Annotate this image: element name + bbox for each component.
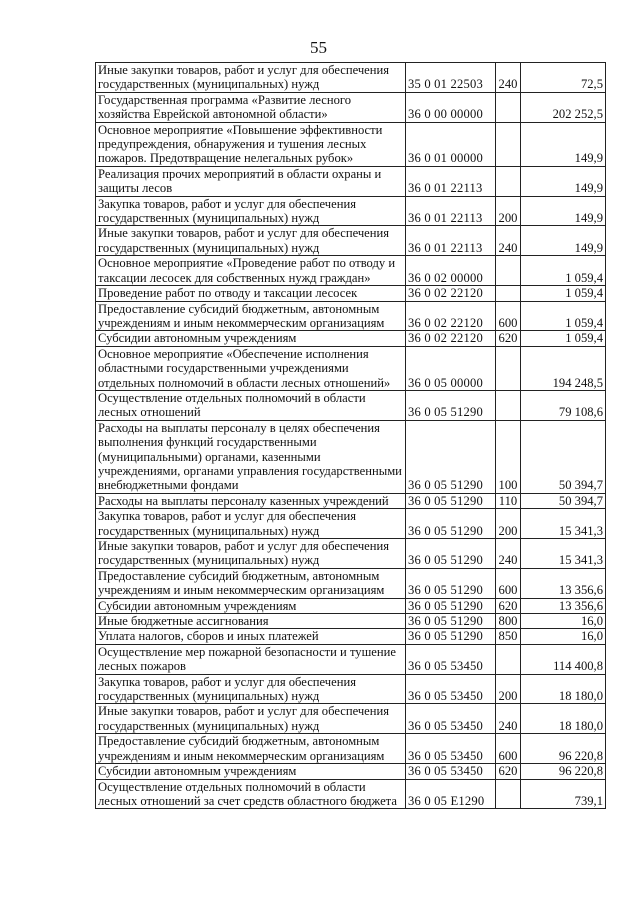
target-code-cell: 36 0 01 22113 [406, 196, 496, 226]
expense-type-cell [496, 390, 521, 420]
expense-name-cell: Государственная программа «Развитие лесного хозяйства Еврейской автономной области» [96, 92, 406, 122]
table-row [96, 674, 606, 704]
target-code-cell: 36 0 01 22113 [406, 166, 496, 196]
target-code-cell: 36 0 05 51290 [406, 614, 496, 629]
table-row [96, 390, 606, 420]
target-code-cell: 36 0 05 51290 [406, 493, 496, 508]
table-row [96, 734, 606, 764]
target-code-cell: 36 0 05 Е1290 [406, 779, 496, 809]
table-row [96, 493, 606, 508]
expense-type-cell: 100 [496, 420, 521, 493]
expense-name-cell: Предоставление субсидий бюджетным, автономным учреждениям и иным некоммерческим организациям [96, 734, 406, 764]
amount-cell: 13 356,6 [521, 568, 606, 598]
target-code-cell: 35 0 01 22503 [406, 63, 496, 93]
amount-cell: 149,9 [521, 226, 606, 256]
expense-type-cell: 600 [496, 301, 521, 331]
expense-type-cell: 600 [496, 734, 521, 764]
target-code-cell: 36 0 02 22120 [406, 331, 496, 346]
target-code-cell: 36 0 05 51290 [406, 390, 496, 420]
expense-type-cell: 200 [496, 674, 521, 704]
expense-type-cell: 800 [496, 614, 521, 629]
target-code-cell: 36 0 05 53450 [406, 734, 496, 764]
table-row [96, 509, 606, 539]
expense-name-cell: Субсидии автономным учреждениям [96, 764, 406, 779]
table-row [96, 196, 606, 226]
expense-name-cell: Реализация прочих мероприятий в области охраны и защиты лесов [96, 166, 406, 196]
expense-type-cell: 240 [496, 704, 521, 734]
amount-cell: 1 059,4 [521, 286, 606, 301]
amount-cell: 1 059,4 [521, 301, 606, 331]
target-code-cell: 36 0 05 53450 [406, 674, 496, 704]
table-row [96, 346, 606, 390]
table-row [96, 598, 606, 613]
expense-name-cell: Иные закупки товаров, работ и услуг для обеспечения государственных (муниципальных) нужд [96, 539, 406, 569]
expense-name-cell: Основное мероприятие «Проведение работ по отводу и таксации лесосек для собственных нужд граждан» [96, 256, 406, 286]
table-row [96, 764, 606, 779]
table-row [96, 226, 606, 256]
target-code-cell: 36 0 05 51290 [406, 509, 496, 539]
expense-name-cell: Закупка товаров, работ и услуг для обеспечения государственных (муниципальных) нужд [96, 674, 406, 704]
table-row [96, 420, 606, 493]
expense-type-cell [496, 346, 521, 390]
expense-type-cell: 620 [496, 598, 521, 613]
expense-type-cell: 620 [496, 331, 521, 346]
amount-cell: 13 356,6 [521, 598, 606, 613]
table-row [96, 568, 606, 598]
expense-name-cell: Иные закупки товаров, работ и услуг для обеспечения государственных (муниципальных) нужд [96, 63, 406, 93]
expense-name-cell: Предоставление субсидий бюджетным, автономным учреждениям и иным некоммерческим организациям [96, 301, 406, 331]
table-row [96, 539, 606, 569]
target-code-cell: 36 0 05 53450 [406, 644, 496, 674]
expense-type-cell [496, 92, 521, 122]
expense-name-cell: Расходы на выплаты персоналу казенных учреждений [96, 493, 406, 508]
amount-cell: 1 059,4 [521, 256, 606, 286]
table-row [96, 122, 606, 166]
table-row [96, 704, 606, 734]
target-code-cell: 36 0 02 22120 [406, 301, 496, 331]
expense-type-cell: 200 [496, 509, 521, 539]
target-code-cell: 36 0 01 22113 [406, 226, 496, 256]
amount-cell: 96 220,8 [521, 734, 606, 764]
amount-cell: 114 400,8 [521, 644, 606, 674]
target-code-cell: 36 0 00 00000 [406, 92, 496, 122]
table-row [96, 92, 606, 122]
expense-name-cell: Основное мероприятие «Повышение эффективности предупреждения, обнаружения и тушения лесных пожаров. Предотвращение нелегальных рубок» [96, 122, 406, 166]
table-row [96, 256, 606, 286]
amount-cell: 50 394,7 [521, 493, 606, 508]
expense-name-cell: Иные закупки товаров, работ и услуг для обеспечения государственных (муниципальных) нужд [96, 226, 406, 256]
amount-cell: 739,1 [521, 779, 606, 809]
amount-cell: 194 248,5 [521, 346, 606, 390]
amount-cell: 1 059,4 [521, 331, 606, 346]
table-row [96, 63, 606, 93]
amount-cell: 15 341,3 [521, 509, 606, 539]
amount-cell: 79 108,6 [521, 390, 606, 420]
amount-cell: 50 394,7 [521, 420, 606, 493]
table-row [96, 644, 606, 674]
page-number: 55 [310, 38, 327, 57]
expense-type-cell [496, 644, 521, 674]
expense-type-cell [496, 122, 521, 166]
expense-type-cell: 110 [496, 493, 521, 508]
table-row [96, 166, 606, 196]
table-row [96, 286, 606, 301]
expense-name-cell: Расходы на выплаты персоналу в целях обеспечения выполнения функций государственными (муниципальными) органами, казенными учреждениями, органами управления государственными внебюджетными фондами [96, 420, 406, 493]
budget-table-body [96, 63, 606, 809]
expense-name-cell: Проведение работ по отводу и таксации лесосек [96, 286, 406, 301]
amount-cell: 16,0 [521, 629, 606, 644]
expense-type-cell [496, 166, 521, 196]
target-code-cell: 36 0 02 22120 [406, 286, 496, 301]
expense-name-cell: Уплата налогов, сборов и иных платежей [96, 629, 406, 644]
expense-type-cell: 600 [496, 568, 521, 598]
amount-cell: 96 220,8 [521, 764, 606, 779]
target-code-cell: 36 0 05 53450 [406, 704, 496, 734]
table-row [96, 779, 606, 809]
target-code-cell: 36 0 05 51290 [406, 629, 496, 644]
target-code-cell: 36 0 01 00000 [406, 122, 496, 166]
target-code-cell: 36 0 05 51290 [406, 568, 496, 598]
amount-cell: 18 180,0 [521, 674, 606, 704]
table-row [96, 301, 606, 331]
expense-name-cell: Основное мероприятие «Обеспечение исполнения областными государственными учреждениями отдельных полномочий в области лесных отношений» [96, 346, 406, 390]
target-code-cell: 36 0 05 53450 [406, 764, 496, 779]
expense-type-cell: 240 [496, 539, 521, 569]
amount-cell: 18 180,0 [521, 704, 606, 734]
amount-cell: 149,9 [521, 196, 606, 226]
expense-name-cell: Осуществление отдельных полномочий в области лесных отношений за счет средств областного бюджета [96, 779, 406, 809]
target-code-cell: 36 0 05 51290 [406, 539, 496, 569]
expense-name-cell: Осуществление мер пожарной безопасности и тушение лесных пожаров [96, 644, 406, 674]
expense-type-cell [496, 286, 521, 301]
expense-type-cell: 200 [496, 196, 521, 226]
amount-cell: 15 341,3 [521, 539, 606, 569]
table-row [96, 614, 606, 629]
expense-type-cell: 240 [496, 226, 521, 256]
table-row [96, 331, 606, 346]
expense-name-cell: Иные бюджетные ассигнования [96, 614, 406, 629]
budget-table [95, 62, 606, 809]
amount-cell: 149,9 [521, 122, 606, 166]
expense-name-cell: Осуществление отдельных полномочий в области лесных отношений [96, 390, 406, 420]
amount-cell: 72,5 [521, 63, 606, 93]
expense-type-cell [496, 779, 521, 809]
target-code-cell: 36 0 05 51290 [406, 598, 496, 613]
expense-type-cell: 620 [496, 764, 521, 779]
expense-name-cell: Субсидии автономным учреждениям [96, 598, 406, 613]
amount-cell: 202 252,5 [521, 92, 606, 122]
amount-cell: 16,0 [521, 614, 606, 629]
target-code-cell: 36 0 05 51290 [406, 420, 496, 493]
expense-name-cell: Закупка товаров, работ и услуг для обеспечения государственных (муниципальных) нужд [96, 509, 406, 539]
expense-type-cell: 850 [496, 629, 521, 644]
expense-type-cell [496, 256, 521, 286]
table-row [96, 629, 606, 644]
expense-name-cell: Иные закупки товаров, работ и услуг для обеспечения государственных (муниципальных) нужд [96, 704, 406, 734]
target-code-cell: 36 0 05 00000 [406, 346, 496, 390]
expense-type-cell: 240 [496, 63, 521, 93]
expense-name-cell: Субсидии автономным учреждениям [96, 331, 406, 346]
expense-name-cell: Предоставление субсидий бюджетным, автономным учреждениям и иным некоммерческим организациям [96, 568, 406, 598]
expense-name-cell: Закупка товаров, работ и услуг для обеспечения государственных (муниципальных) нужд [96, 196, 406, 226]
amount-cell: 149,9 [521, 166, 606, 196]
target-code-cell: 36 0 02 00000 [406, 256, 496, 286]
